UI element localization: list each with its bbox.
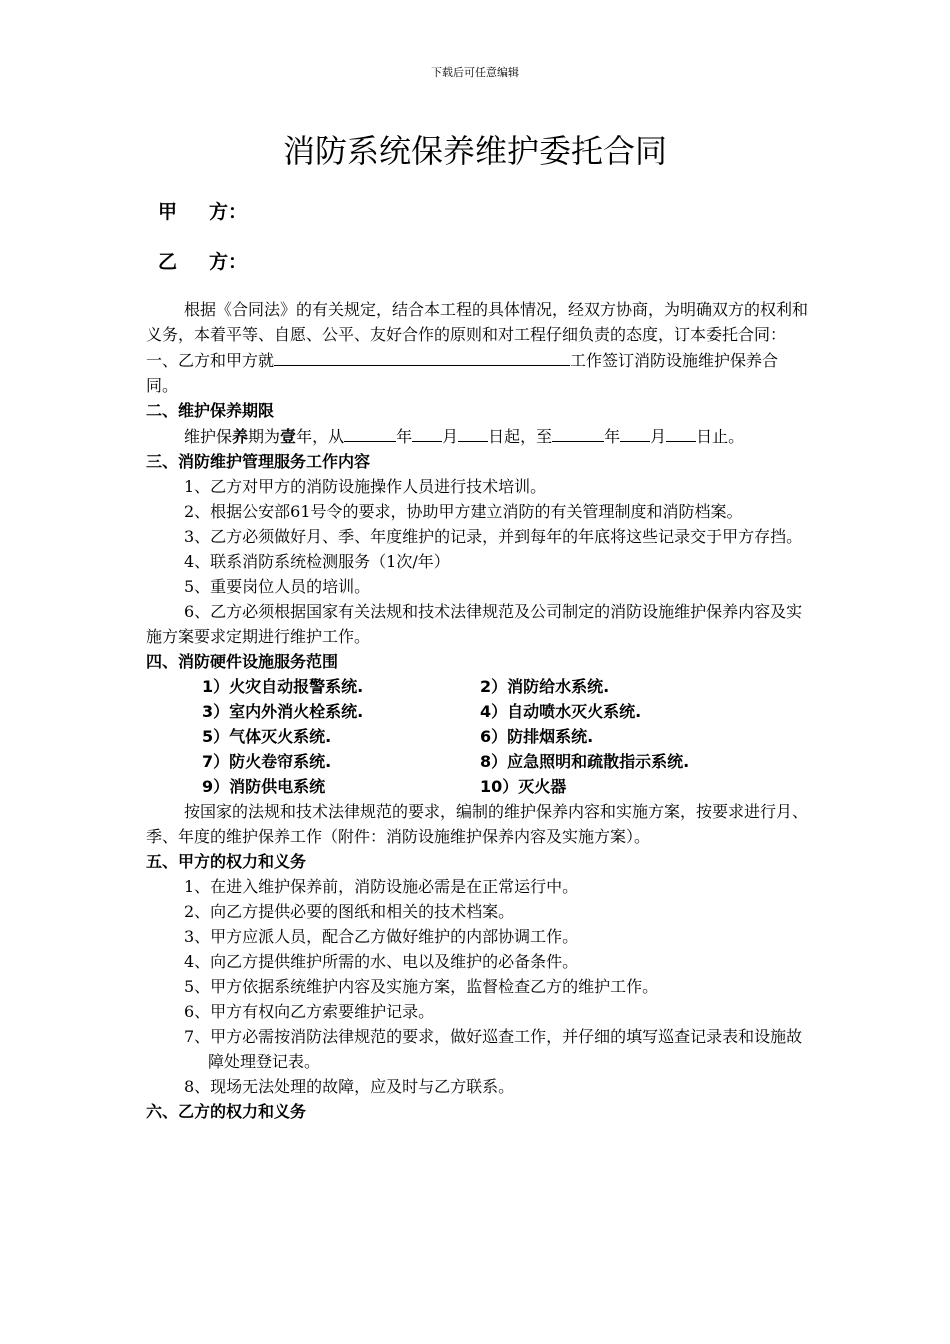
- term-text-6: 日起，至: [488, 427, 553, 446]
- page-header: 下载后可任意编辑: [431, 66, 519, 79]
- section-3-item: 4、联系消防系统检测服务（1次/年）: [184, 552, 450, 571]
- intro-paragraph: 根据《合同法》的有关规定，结合本工程的具体情况，经双方协商，为明确双方的权利和义务，本着平等、自愿、公平、友好合作的原则和对工程仔细负责的态度，订本委托合同：: [146, 300, 809, 344]
- section-2-heading: 二、维护保养期限: [146, 401, 275, 420]
- section-5-item: 8、现场无法处理的故障，应及时与乙方联系。: [184, 1077, 515, 1096]
- party-a-label-2: 方：: [209, 201, 248, 223]
- facility-item: 2）消防给水系统.: [480, 677, 610, 696]
- start-month-blank[interactable]: [412, 423, 442, 442]
- term-text-7: 年: [604, 427, 621, 446]
- contract-body: [146, 297, 808, 1124]
- facility-item: 5）气体灭火系统.: [202, 727, 332, 746]
- facility-item: 8）应急照明和疏散指示系统.: [480, 752, 690, 771]
- facility-item: 7）防火卷帘系统.: [202, 752, 332, 771]
- term-text-5: 月: [442, 427, 459, 446]
- term-text-2: 期为: [248, 427, 281, 446]
- end-month-blank[interactable]: [620, 423, 650, 442]
- section-5-heading: 五、甲方的权力和义务: [146, 852, 307, 871]
- section-1-prefix: 一、乙方和甲方就: [146, 351, 275, 370]
- section-5-item: 4、向乙方提供维护所需的水、电以及维护的必备条件。: [184, 952, 579, 971]
- start-year-blank[interactable]: [344, 423, 396, 442]
- section-5-item: 7、甲方必需按消防法律规范的要求，做好巡查工作，并仔细的填写巡查记录表和设施故障处理登记表。: [184, 1027, 803, 1071]
- section-4-heading: 四、消防硬件设施服务范围: [146, 652, 339, 671]
- section-5-item: 6、甲方有权向乙方索要维护记录。: [184, 1002, 435, 1021]
- facility-item: 4）自动喷水灭火系统.: [480, 702, 642, 721]
- contract-title: 消防系统保养维护委托合同: [282, 132, 667, 170]
- term-text-1b: 养: [232, 427, 249, 446]
- facility-item: 10）灭火器: [480, 777, 567, 796]
- section-3-heading: 三、消防维护管理服务工作内容: [146, 452, 371, 471]
- party-b-label-2: 方：: [209, 251, 248, 273]
- section-3-item: 2、根据公安部61号令的要求，协助甲方建立消防的有关管理制度和消防档案。: [184, 502, 743, 521]
- section-5-item: 2、向乙方提供必要的图纸和相关的技术档案。: [184, 902, 515, 921]
- section-3-item: 3、乙方必须做好月、季、年度维护的记录，并到每年的年底将这些记录交于甲方存挡。: [184, 527, 803, 546]
- end-day-blank[interactable]: [666, 423, 696, 442]
- facility-item: 3）室内外消火栓系统.: [202, 702, 364, 721]
- section-3-item: 1、乙方对甲方的消防设施操作人员进行技术培训。: [184, 477, 547, 496]
- party-a-label-1: 甲: [158, 201, 178, 223]
- project-name-blank[interactable]: [274, 347, 570, 366]
- term-text-4: 年: [396, 427, 413, 446]
- term-text-1: 维护保: [184, 427, 233, 446]
- facility-item: 9）消防供电系统: [202, 777, 326, 796]
- start-day-blank[interactable]: [458, 423, 488, 442]
- facility-item: 6）防排烟系统.: [480, 727, 594, 746]
- term-text-3: 年，从: [296, 427, 345, 446]
- end-year-blank[interactable]: [552, 423, 604, 442]
- section-5-item: 1、在进入维护保养前，消防设施必需是在正常运行中。: [184, 877, 579, 896]
- party-a-line: [158, 199, 247, 225]
- section-2-term: [146, 423, 808, 449]
- term-years: 壹: [280, 427, 297, 446]
- party-b-line: [158, 249, 247, 275]
- section-5-item: 3、甲方应派人员，配合乙方做好维护的内部协调工作。: [184, 927, 579, 946]
- facility-item: 1）火灾自动报警系统.: [202, 677, 364, 696]
- section-3-item: 5、重要岗位人员的培训。: [184, 577, 371, 596]
- section-1: [146, 347, 808, 398]
- term-text-8: 月: [650, 427, 667, 446]
- party-b-label-1: 乙: [158, 251, 178, 273]
- facility-scope-list: [146, 674, 808, 799]
- section-6-heading: 六、乙方的权力和义务: [146, 1102, 307, 1121]
- section-3-item: 6、乙方必须根据国家有关法规和技术法律规范及公司制定的消防设施维护保养内容及实施方案要求定期进行维护工作。: [146, 602, 803, 646]
- section-4-note: 按国家的法规和技术法律规范的要求，编制的维护保养内容和实施方案，按要求进行月、季、年度的维护保养工作（附件：消防设施维护保养内容及实施方案）。: [146, 802, 809, 846]
- term-text-9: 日止。: [696, 427, 745, 446]
- section-5-item: 5、甲方依据系统维护内容及实施方案，监督检查乙方的维护工作。: [184, 977, 659, 996]
- section-1-suffix: 工作签订消防设施维护保养合同。: [146, 351, 779, 395]
